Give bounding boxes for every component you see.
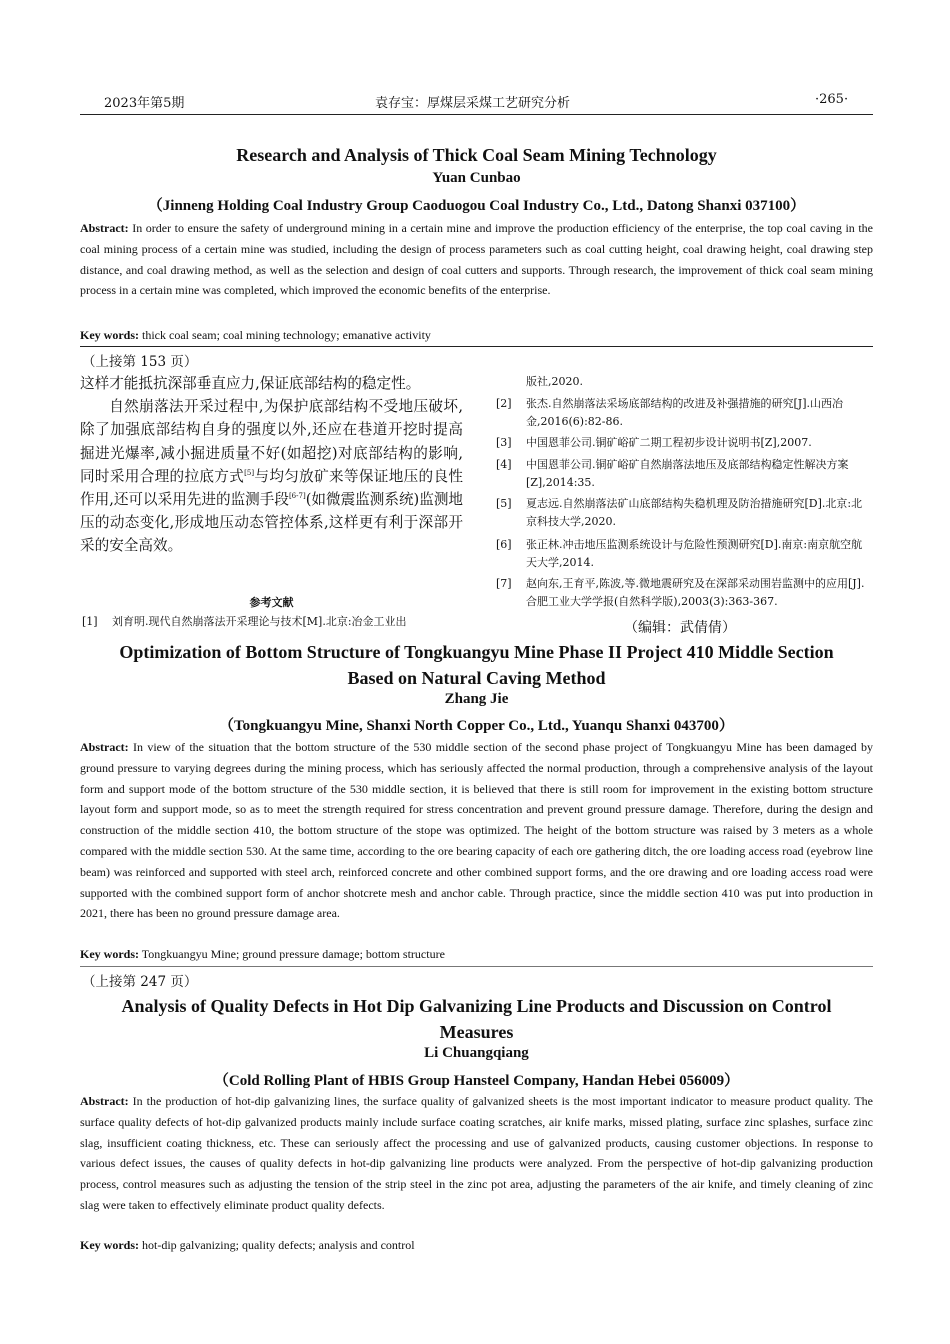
article3-title: Analysis of Quality Defects in Hot Dip Galvanizing Line Products and Discussion on Control Measures: [121, 996, 832, 1042]
body-paragraph: 自然崩落法开采过程中,为保护底部结构不受地压破坏,除了加强底部结构自身的强度以外,还应在巷道开挖时提高掘进光爆率,减小掘进质量不好(如超挖)对底部结构的影响,同时采用合理的拉底方式[5]与均匀放矿来等保证地压的良性作用,还可以采用先进的监测手段[6-7](如微震监测系统)监测地压的动态变化,形成地压动态管控体系,这样更有利于深部开采的安全高效。: [80, 398, 464, 555]
article1-keywords: [80, 328, 873, 343]
article3-author: Li Chuangqiang: [424, 1045, 529, 1061]
abstract-text: In view of the situation that the bottom structure of the 530 middle section of the second phase project of Tongkuangyu Mine has been damaged by ground pressure to varying degrees during the mining process, which has seriously affected the normal production, through a comprehensive analysis of the layout form and support mode of the bottom structure of the 530 middle section, it is believed that there is still room for improvement in the existing bottom structure layout form and support mode, so as to meet the strength required for stress concentration and prevent ground pressure damage. Therefore, during the design and construction of the middle section 410, the bottom structure of the stope was optimized. The height of the bottom structure was raised by 3 meters as a whole compared with the middle section 530. At the same time, according to the ore bearing capacity of each ore gathering ditch, the ore loading access road (eyebrow line beam) was reinforced and supported with steel arch, reinforced concrete and other combined support forms, and the ore drawing and ore loading access road were supported with the combined support form of anchor shotcrete mesh and anchor cable. Through practice, since the middle section 410 was put into production in 2021, there has been no ground pressure damage area.: [80, 740, 873, 921]
section-rule: [80, 966, 873, 967]
reference-item: [7] 赵向东,王育平,陈波,等.微地震研究及在深部采动围岩监测中的应用[J].合肥工业大学学报(自然科学版),2003(3):363-367.: [496, 577, 865, 608]
references-heading: 参考文献: [249, 596, 294, 609]
article2-author: Zhang Jie: [444, 691, 509, 707]
section-rule: [80, 346, 873, 347]
abstract-label: Abstract:: [80, 221, 129, 235]
continued-note: （上接第 153 页）: [82, 354, 198, 370]
citation-sup: [5]: [244, 468, 255, 477]
keywords-text: thick coal seam; coal mining technology; emanative activity: [142, 328, 431, 342]
article2-abstract: [80, 737, 873, 924]
header-rule: [80, 114, 873, 115]
keywords-text: hot-dip galvanizing; quality defects; analysis and control: [142, 1238, 415, 1252]
reference-item: [2] 张杰.自然崩落法采场底部结构的改进及补强措施的研究[J].山西冶金,2016(6):82-86.: [496, 397, 843, 428]
body-text: [80, 372, 463, 558]
issue-label: 2023年第5期: [104, 96, 185, 111]
article1-affiliation: （Jinneng Holding Coal Industry Group Caoduogou Coal Industry Co., Ltd., Datong Shanxi 037100）: [147, 198, 806, 214]
article2-affiliation: （Tongkuangyu Mine, Shanxi North Copper Co., Ltd., Yuanqu Shanxi 043700）: [219, 718, 734, 734]
keywords-text: Tongkuangyu Mine; ground pressure damage; bottom structure: [141, 947, 445, 961]
citation-sup: [6-7]: [288, 492, 306, 501]
abstract-label: Abstract:: [80, 1094, 129, 1108]
keywords-label: Key words:: [80, 328, 139, 342]
continued-note: （上接第 247 页）: [82, 974, 198, 990]
abstract-text: In the production of hot-dip galvanizing lines, the surface quality of galvanized sheets is the most important indicator to measure product quality. The surface quality defects of hot-dip galvanized products mainly include surface coating scratches, air knife marks, missed plating, surface zinc splashes, surface zinc slag, insufficient coating thickness, etc. These can seriously affect the processing and use of galvanized products, causing customer objections. In response to various defect issues, the causes of quality defects in hot-dip galvanizing line products were analyzed. From the perspective of hot-dip galvanizing production process, control measures such as adjusting the tension of the strip steel in the zinc pot area, adjusting the parameters of the air knife, and timely cleaning of zinc slag were taken to effectively eliminate product quality defects.: [80, 1094, 873, 1212]
reference-item: [6] 张正林.冲击地压监测系统设计与危险性预测研究[D].南京:南京航空航天大学,2014.: [496, 538, 863, 569]
article2-title: Optimization of Bottom Structure of Tongkuangyu Mine Phase II Project 410 Middle Section Based on Natural Caving Method: [119, 642, 834, 688]
reference-item: [5] 夏志远.自然崩落法矿山底部结构失稳机理及防治措施研究[D].北京:北京科技大学,2020.: [496, 497, 863, 528]
article1-abstract: [80, 218, 873, 301]
article3-abstract: [80, 1091, 873, 1216]
article3-affiliation: （Cold Rolling Plant of HBIS Group Hansteel Company, Handan Hebei 056009）: [213, 1073, 740, 1089]
article2-keywords: [80, 947, 873, 962]
article3-keywords: [80, 1238, 873, 1253]
page-number: ·265·: [815, 92, 849, 107]
article1-author: Yuan Cunbao: [432, 170, 521, 186]
keywords-label: Key words:: [80, 1238, 139, 1252]
reference-item: [4] 中国恩菲公司.铜矿峪矿自然崩落法地压及底部结构稳定性解决方案[Z],2014:35.: [496, 458, 849, 489]
running-title: 袁存宝：厚煤层采煤工艺研究分析: [375, 96, 571, 111]
abstract-text: In order to ensure the safety of underground mining in a certain mine and improve the production efficiency of the enterprise, the top coal caving in the coal mining process of a certain mine was studied, including the design of process parameters such as coal cutting height, coal drawing height, coal drawing step distance, and coal drawing method, as well as the selection and design of coal cutters and supports. Through research, the improvement of thick coal seam mining process in a certain mine was completed, which improved the economic benefits of the enterprise.: [80, 221, 873, 298]
body-line: 这样才能抵抗深部垂直应力,保证底部结构的稳定性。: [80, 375, 421, 392]
article1-title: Research and Analysis of Thick Coal Seam Mining Technology: [236, 145, 717, 165]
abstract-label: Abstract:: [80, 740, 129, 754]
editor-note: （编辑：武倩倩）: [624, 620, 736, 636]
keywords-label: Key words:: [80, 947, 139, 961]
